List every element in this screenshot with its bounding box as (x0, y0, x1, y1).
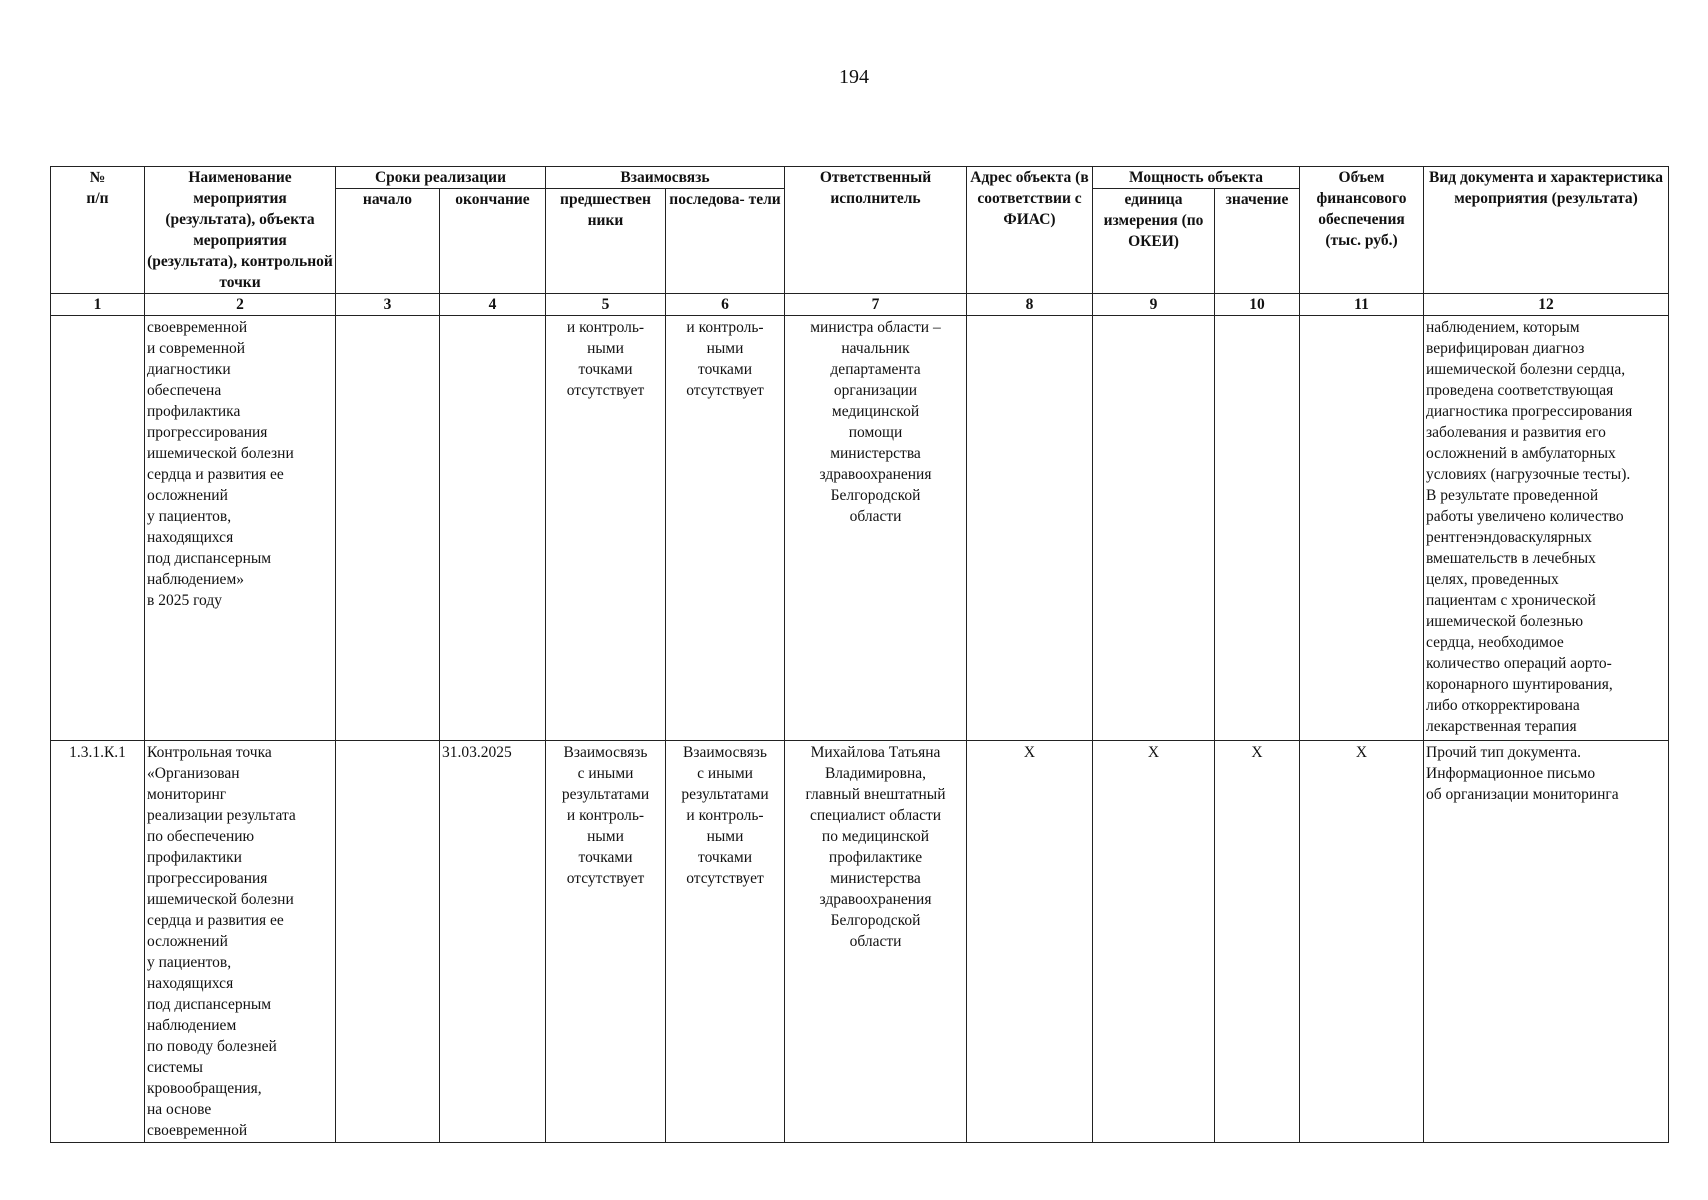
row-number (51, 316, 145, 741)
column-number-row (51, 294, 1669, 316)
row-end (440, 316, 546, 741)
column-number: 9 (1093, 294, 1215, 316)
column-number: 5 (546, 294, 666, 316)
row-responsible: министра области – начальник департамента организации медицинской помощи министерства здравоохранения Белгородской области (785, 316, 967, 741)
row-number: 1.3.1.К.1 (51, 741, 145, 1143)
row-value (1215, 316, 1300, 741)
column-number: 1 (51, 294, 145, 316)
row-start (336, 741, 440, 1143)
row-finance (1300, 316, 1424, 741)
row-name: своевременной и современной диагностики обеспечена профилактика прогрессирования ишемической болезни сердца и развития ее осложнений у пациентов, находящихся под диспансерным наблюдением» в 2025 году (145, 316, 336, 741)
column-number: 11 (1300, 294, 1424, 316)
header-unit: единица измерения (по ОКЕИ) (1093, 189, 1215, 294)
header-address: Адрес объекта (в соответствии с ФИАС) (967, 167, 1093, 294)
row-name: Контрольная точка «Организован мониторинг реализации результата по обеспечению профилактики прогрессирования ишемической болезни сердца и развития ее осложнений у пациентов, находящихся под диспансерным наблюдением по поводу болезней системы кровообращения, на основе своевременной (145, 741, 336, 1143)
row-successors: и контроль- ными точками отсутствует (666, 316, 785, 741)
row-predecessors: и контроль- ными точками отсутствует (546, 316, 666, 741)
column-number: 7 (785, 294, 967, 316)
row-address: X (967, 741, 1093, 1143)
header-finance: Объем финансового обеспечения (тыс. руб.) (1300, 167, 1424, 294)
header-doc-type: Вид документа и характеристика мероприятия (результата) (1424, 167, 1669, 294)
row-start (336, 316, 440, 741)
column-number: 10 (1215, 294, 1300, 316)
row-unit: X (1093, 741, 1215, 1143)
table-row (51, 741, 1669, 1143)
page-number: 194 (839, 66, 869, 88)
row-unit (1093, 316, 1215, 741)
column-number: 4 (440, 294, 546, 316)
header-successors: последова- тели (666, 189, 785, 294)
column-number: 12 (1424, 294, 1669, 316)
table-row (51, 316, 1669, 741)
row-doc: Прочий тип документа. Информационное письмо об организации мониторинга (1424, 741, 1669, 1143)
header-terms: Сроки реализации (336, 167, 546, 189)
row-responsible: Михайлова Татьяна Владимировна, главный внештатный специалист области по медицинской профилактике министерства здравоохранения Белгородской области (785, 741, 967, 1143)
header-predecessors: предшествен ники (546, 189, 666, 294)
header-end: окончание (440, 189, 546, 294)
row-doc: наблюдением, которым верифицирован диагноз ишемической болезни сердца, проведена соответствующая диагностика прогрессирования заболевания и развития его осложнений в амбулаторных условиях (нагрузочные тесты). В результате проведенной работы увеличено количество рентгенэндоваскулярных вмешательств в лечебных целях, проведенных пациентам с хронической ишемической болезнью сердца, необходимое количество операций аорто- коронарного шунтирования, либо откорректирована лекарственная терапия (1424, 316, 1669, 741)
row-end: 31.03.2025 (440, 741, 546, 1143)
header-value: значение (1215, 189, 1300, 294)
row-finance: X (1300, 741, 1424, 1143)
activity-table (50, 166, 1669, 1143)
header-relation: Взаимосвязь (546, 167, 785, 189)
column-number: 6 (666, 294, 785, 316)
column-number: 8 (967, 294, 1093, 316)
header-capacity: Мощность объекта (1093, 167, 1300, 189)
header-responsible: Ответственный исполнитель (785, 167, 967, 294)
header-name: Наименование мероприятия (результата), объекта мероприятия (результата), контрольной точки (145, 167, 336, 294)
column-number: 3 (336, 294, 440, 316)
header-number: № п/п (51, 167, 145, 294)
row-value: X (1215, 741, 1300, 1143)
header-start: начало (336, 189, 440, 294)
row-predecessors: Взаимосвязь с иными результатами и контроль- ными точками отсутствует (546, 741, 666, 1143)
row-successors: Взаимосвязь с иными результатами и контроль- ными точками отсутствует (666, 741, 785, 1143)
row-address (967, 316, 1093, 741)
column-number: 2 (145, 294, 336, 316)
